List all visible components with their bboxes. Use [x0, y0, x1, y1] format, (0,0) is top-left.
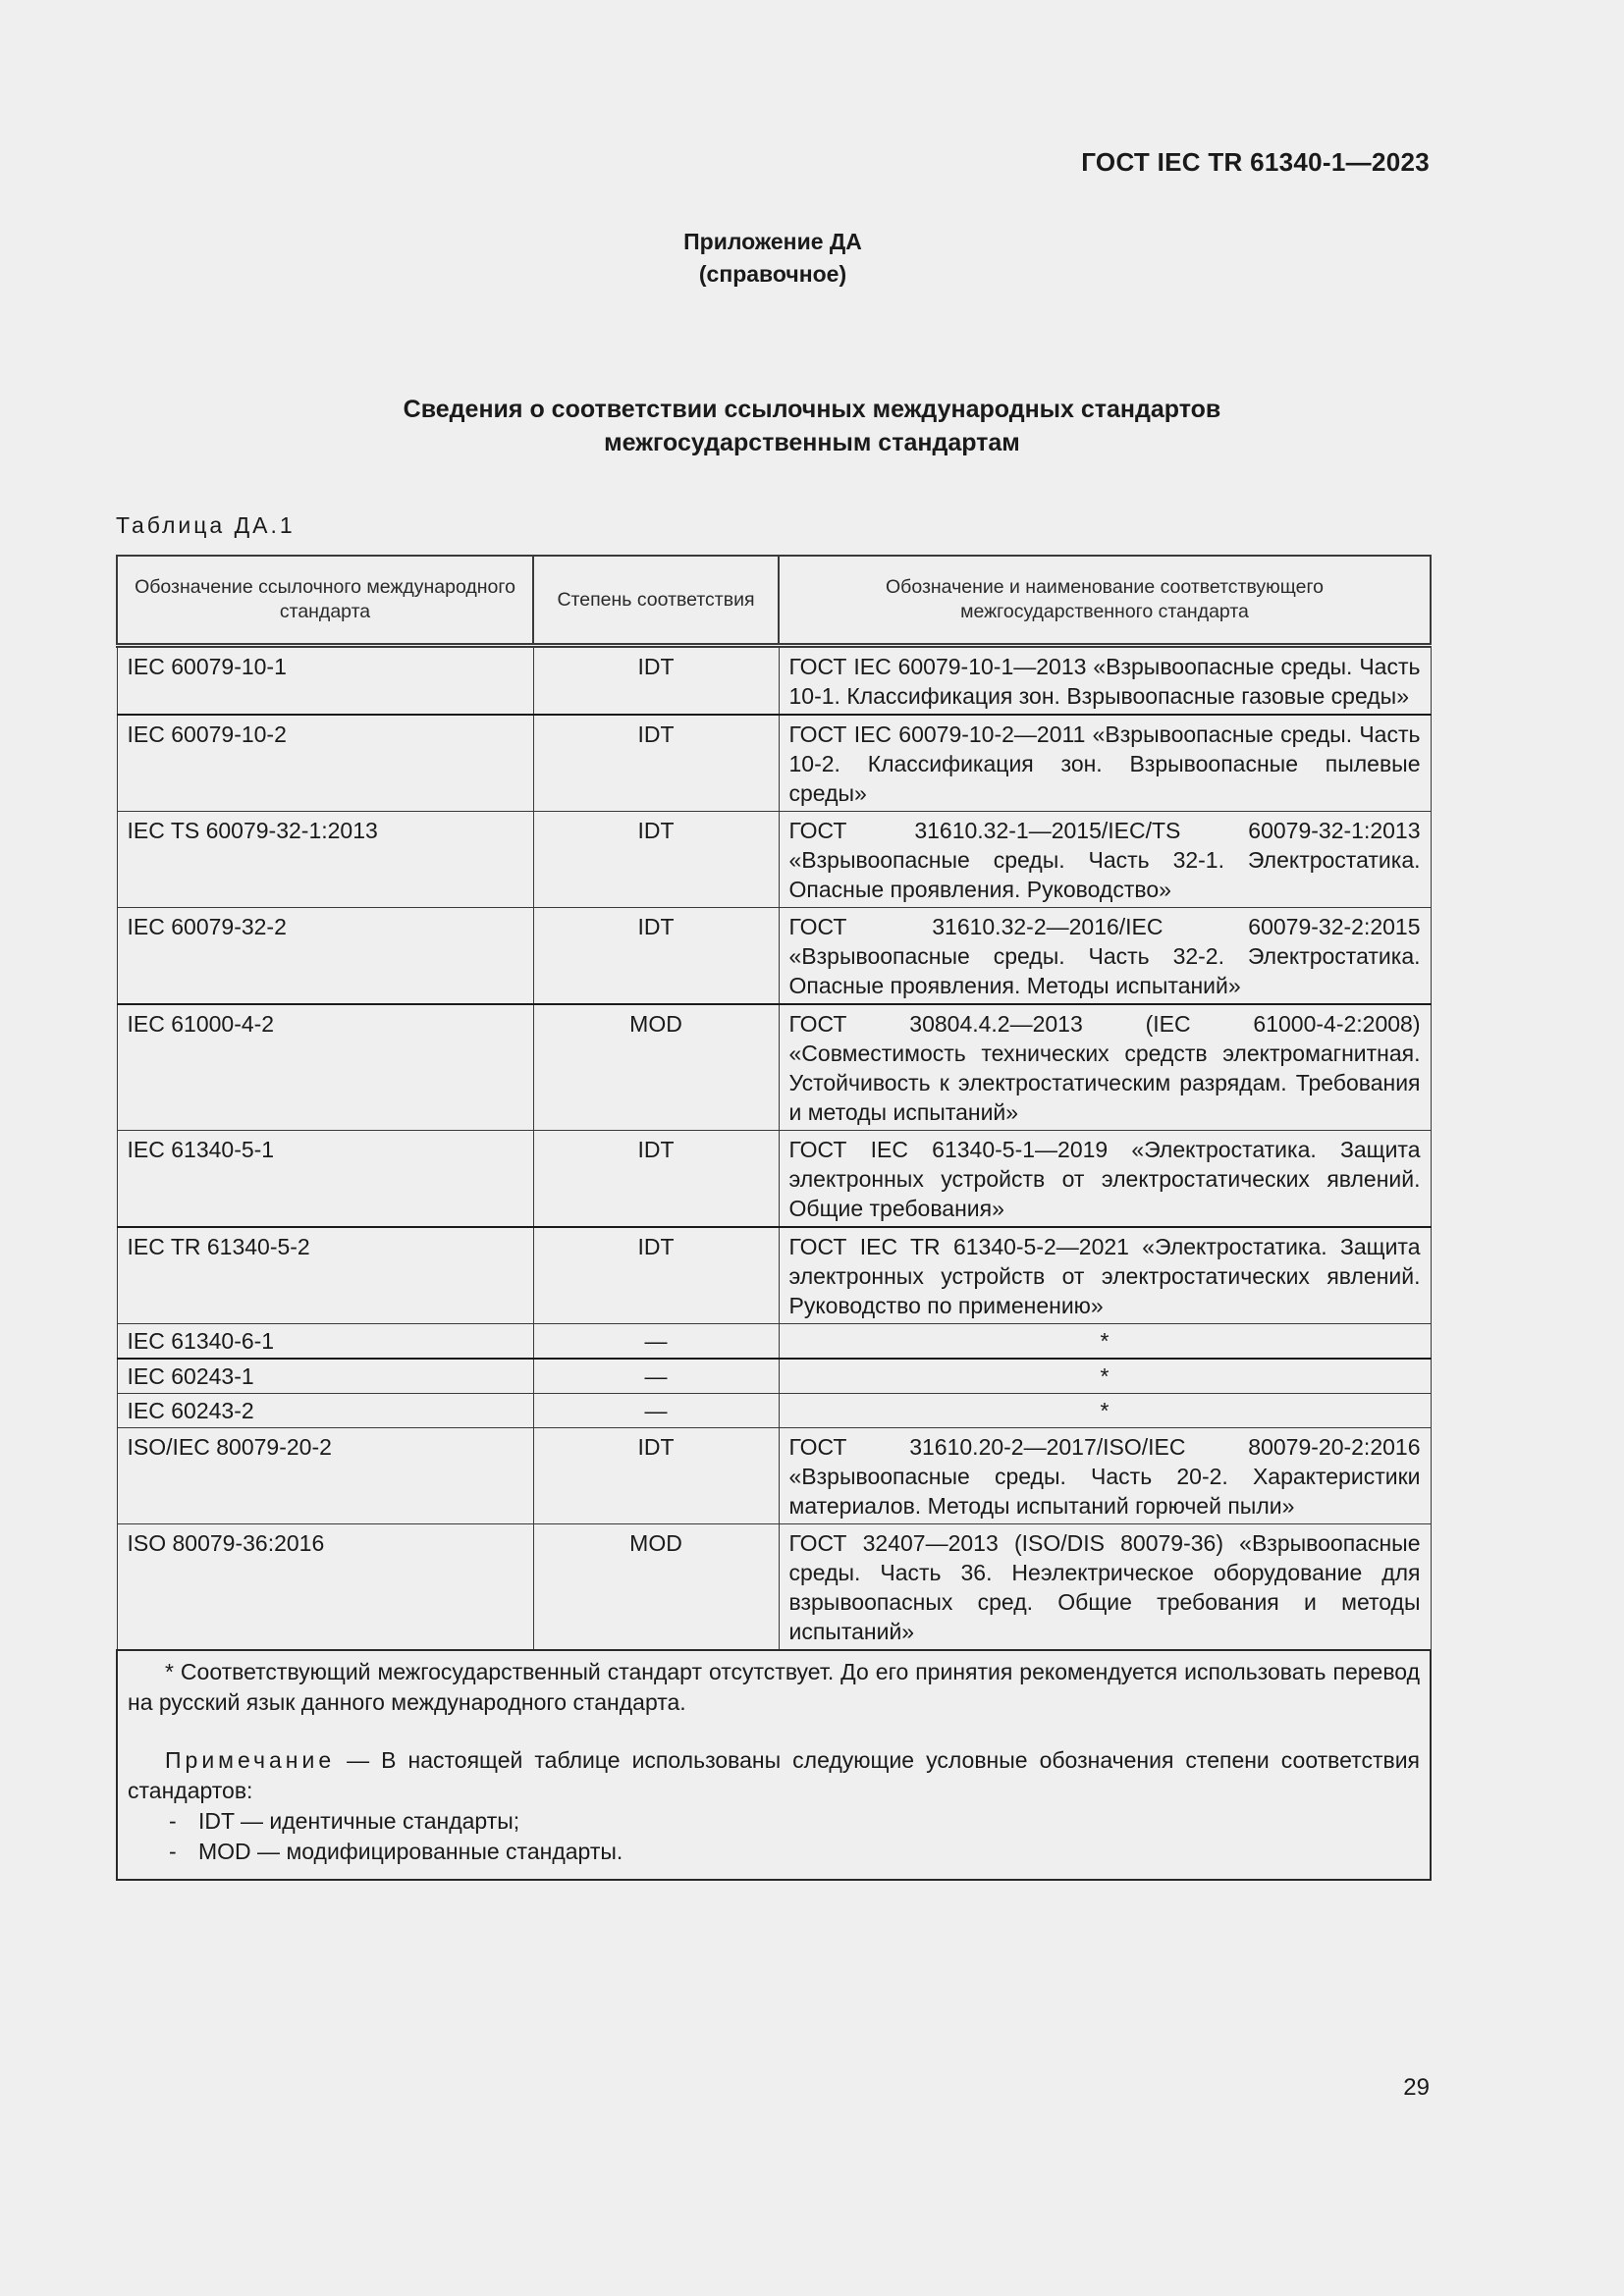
appendix-title-block: [0, 226, 1545, 291]
note-label: Примечание: [165, 1747, 336, 1773]
page-number: 29: [1403, 2074, 1430, 2101]
table-label: Таблица ДА.1: [116, 512, 296, 538]
list-item-text: IDT — идентичные стандарты;: [198, 1808, 520, 1834]
list-dash: -: [169, 1808, 177, 1834]
section-heading: [0, 393, 1624, 459]
degree-cell: IDT: [533, 646, 779, 716]
table-header-row: [117, 556, 1431, 646]
degree-cell: —: [533, 1324, 779, 1360]
name-cell: ГОСТ 32407—2013 (ISO/DIS 80079-36) «Взрывоопасные среды. Часть 36. Неэлектрическое оборудование для взрывоопасных сред. Общие требования и методы испытаний»: [779, 1524, 1431, 1651]
document-code: ГОСТ IEC TR 61340-1—2023: [1081, 147, 1430, 177]
section-heading-line1: Сведения о соответствии ссылочных международных стандартов: [403, 396, 1221, 423]
appendix-type: (справочное): [698, 261, 847, 287]
degree-cell: —: [533, 1394, 779, 1428]
name-cell: ГОСТ 31610.32-2—2016/IEC 60079-32-2:2015 «Взрывоопасные среды. Часть 32-2. Электростатика. Опасные проявления. Методы испытаний»: [779, 908, 1431, 1005]
name-cell: *: [779, 1394, 1431, 1428]
std-cell: IEC 60079-10-1: [117, 646, 533, 716]
table-row: [117, 1524, 1431, 1651]
degree-cell: IDT: [533, 1227, 779, 1324]
name-cell: *: [779, 1359, 1431, 1394]
degree-cell: IDT: [533, 715, 779, 812]
note-list-item: [128, 1837, 1420, 1867]
std-cell: IEC 60079-32-2: [117, 908, 533, 1005]
name-cell: ГОСТ IEC 60079-10-2—2011 «Взрывоопасные среды. Часть 10-2. Классификация зон. Взрывоопасные пылевые среды»: [779, 715, 1431, 812]
table-row: [117, 908, 1431, 1005]
degree-cell: IDT: [533, 908, 779, 1005]
degree-cell: IDT: [533, 1131, 779, 1228]
name-cell: ГОСТ 31610.32-1—2015/IEC/TS 60079-32-1:2013 «Взрывоопасные среды. Часть 32-1. Электростатика. Опасные проявления. Руководство»: [779, 812, 1431, 908]
table-row: [117, 1394, 1431, 1428]
std-cell: IEC TS 60079-32-1:2013: [117, 812, 533, 908]
section-heading-line2: межгосударственным стандартам: [604, 429, 1020, 456]
std-cell: IEC 60079-10-2: [117, 715, 533, 812]
appendix-title: Приложение ДА: [683, 229, 862, 254]
table-row: [117, 715, 1431, 812]
table-row: [117, 1359, 1431, 1394]
degree-cell: MOD: [533, 1524, 779, 1651]
std-cell: IEC 60243-1: [117, 1359, 533, 1394]
std-cell: IEC 61000-4-2: [117, 1004, 533, 1131]
table-row: [117, 1428, 1431, 1524]
std-cell: IEC TR 61340-5-2: [117, 1227, 533, 1324]
std-cell: IEC 61340-5-1: [117, 1131, 533, 1228]
degree-cell: IDT: [533, 812, 779, 908]
table-row: [117, 1004, 1431, 1131]
std-cell: IEC 60243-2: [117, 1394, 533, 1428]
std-cell: ISO/IEC 80079-20-2: [117, 1428, 533, 1524]
column-header: Обозначение и наименование соответствующего межгосударственного стандарта: [779, 556, 1431, 646]
table-row: [117, 1324, 1431, 1360]
degree-cell: MOD: [533, 1004, 779, 1131]
table-row: [117, 1227, 1431, 1324]
footnote-text: * Соответствующий межгосударственный стандарт отсутствует. До его принятия рекомендуется использовать перевод на русский язык данного международного стандарта.: [128, 1659, 1420, 1715]
footnote-cell: [117, 1650, 1431, 1880]
name-cell: ГОСТ IEC 61340-5-1—2019 «Электростатика. Защита электронных устройств от электростатических явлений. Общие требования»: [779, 1131, 1431, 1228]
note-text: — В настоящей таблице использованы следующие условные обозначения степени соответствия стандартов:: [128, 1747, 1420, 1803]
name-cell: ГОСТ 31610.20-2—2017/ISO/IEC 80079-20-2:2016 «Взрывоопасные среды. Часть 20-2. Характеристики материалов. Методы испытаний горючей пыли»: [779, 1428, 1431, 1524]
table-row: [117, 812, 1431, 908]
name-cell: ГОСТ IEC TR 61340-5-2—2021 «Электростатика. Защита электронных устройств от электростатических явлений. Руководство по применению»: [779, 1227, 1431, 1324]
column-header: Степень соответствия: [533, 556, 779, 646]
table-row: [117, 1131, 1431, 1228]
list-item-text: MOD — модифицированные стандарты.: [198, 1839, 623, 1864]
list-dash: -: [169, 1839, 177, 1864]
table-row: [117, 646, 1431, 716]
note-list-item: [128, 1806, 1420, 1837]
std-cell: IEC 61340-6-1: [117, 1324, 533, 1360]
note-block: [128, 1745, 1420, 1867]
name-cell: *: [779, 1324, 1431, 1360]
degree-cell: —: [533, 1359, 779, 1394]
degree-cell: IDT: [533, 1428, 779, 1524]
name-cell: ГОСТ 30804.4.2—2013 (IEC 61000-4-2:2008) «Совместимость технических средств электромагнитная. Устойчивость к электростатическим разрядам. Требования и методы испытаний»: [779, 1004, 1431, 1131]
column-header: Обозначение ссылочного международного стандарта: [117, 556, 533, 646]
note-list: [128, 1806, 1420, 1867]
table-footnote-row: [117, 1650, 1431, 1880]
name-cell: ГОСТ IEC 60079-10-1—2013 «Взрывоопасные среды. Часть 10-1. Классификация зон. Взрывоопасные газовые среды»: [779, 646, 1431, 716]
correspondence-table: [116, 555, 1432, 1881]
std-cell: ISO 80079-36:2016: [117, 1524, 533, 1651]
